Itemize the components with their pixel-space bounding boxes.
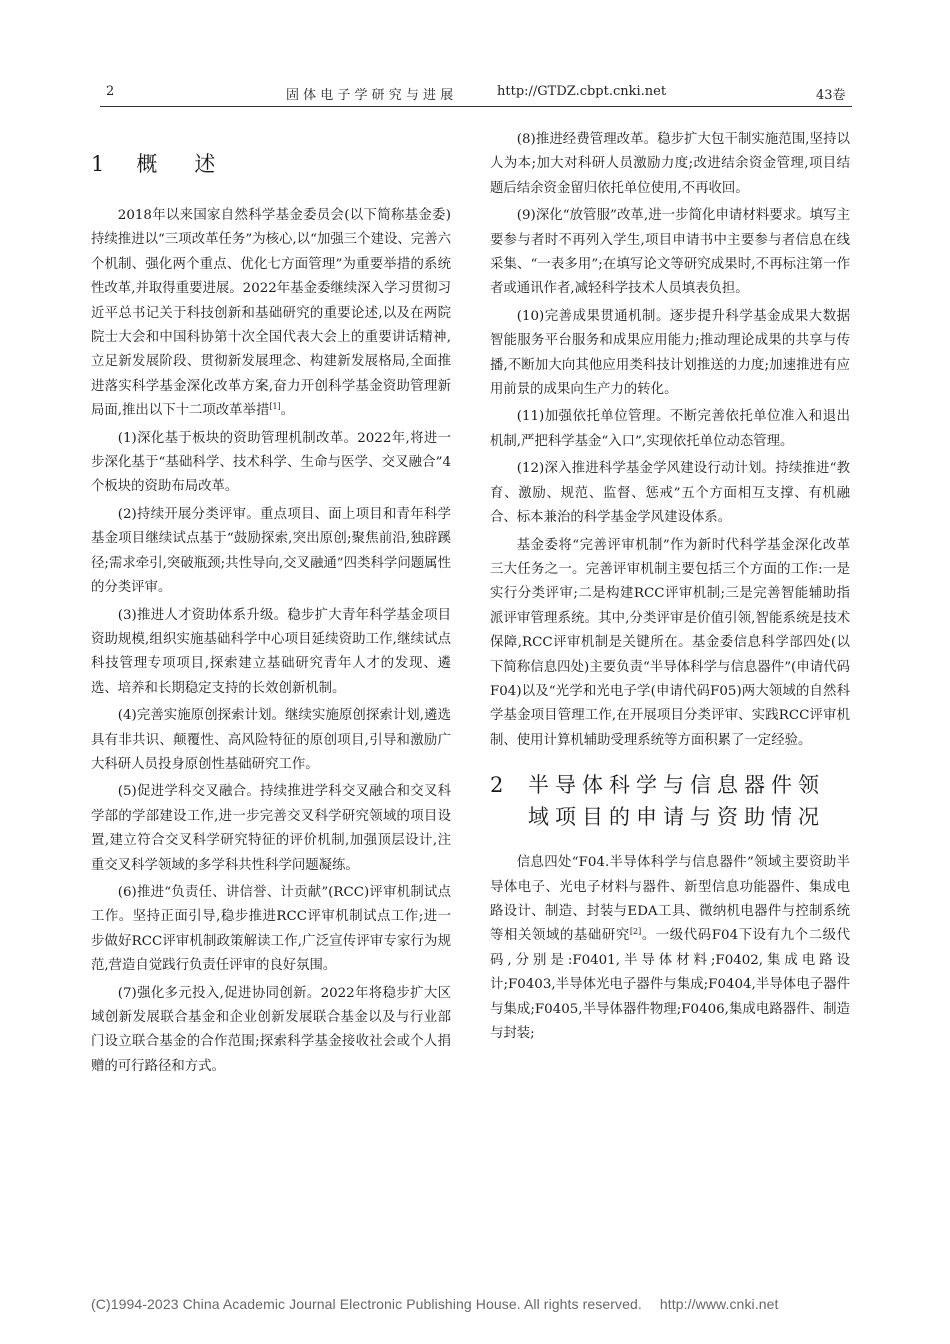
- paragraph: (5)促进学科交叉融合。持续推进学科交叉融合和交叉科学部的学部建设工作,进一步完善交叉科学研究领域的项目设置,建立符合交叉科学研究特征的评价机制,加强顶层设计,注重交叉科学领域的多学科共性科学问题凝练。: [91, 784, 451, 873]
- running-header: [0, 84, 950, 104]
- journal-title: 固 体 电 子 学 研 究 与 进 展: [286, 88, 454, 103]
- section-1-title: 概 述: [136, 152, 224, 176]
- section-1-heading: [91, 148, 451, 180]
- citation-ref[interactable]: [2]: [629, 927, 642, 937]
- paragraph: 2018年以来国家自然科学基金委员会(以下简称基金委)持续推进以“三项改革任务”为核心,以“加强三个建设、完善六个机制、强化两个重点、优化七方面管理”为重要举措的系统性改革,并取得重要进展。2022年基金委继续深入学习贯彻习近平总书记关于科技创新和基础研究的重要论述,以及在两院院士大会和中国科协第十次全国代表大会上的重要讲话精神,立足新发展阶段、贯彻新发展理念、构建新发展格局,全面推进落实科学基金深化改革方案,奋力开创科学基金资助管理新局面,推出以下十二项改革举措[1]。: [91, 208, 451, 419]
- paragraph: (4)完善实施原创探索计划。继续实施原创探索计划,遴选具有非共识、颠覆性、高风险特征的原创项目,引导和激励广大科研人员投身原创性基础研究工作。: [91, 708, 451, 772]
- volume-label: 43卷: [816, 88, 846, 103]
- copyright-text: (C)1994-2023 China Academic Journal Electronic Publishing House. All rights reserved.: [91, 1296, 642, 1312]
- section-1-number: 1: [91, 152, 113, 176]
- journal-url[interactable]: http://GTDZ.cbpt.cnki.net: [497, 84, 667, 99]
- cnki-link[interactable]: http://www.cnki.net: [659, 1296, 779, 1312]
- paragraph: (2)持续开展分类评审。重点项目、面上项目和青年科学基金项目继续试点基于“鼓励探索,突出原创;聚焦前沿,独辟蹊径;需求牵引,突破瓶颈;共性导向,交叉融通”四类科学问题属性的分类评审。: [91, 506, 451, 596]
- paragraph: (6)推进“负责任、讲信誉、计贡献”(RCC)评审机制试点工作。坚持正面引导,稳步推进RCC评审机制试点工作;进一步做好RCC评审机制政策解读工作,广泛宣传评审专家行为规范,营造自觉践行负责任评审的良好氛围。: [91, 884, 451, 974]
- header-rule: [100, 106, 852, 107]
- paragraph: (8)推进经费管理改革。稳步扩大包干制实施范围,坚持以人为本;加大对科研人员激励力度;改进结余资金管理,项目结题后结余资金留归依托单位使用,不再收回。: [490, 132, 850, 196]
- page-number: 2: [106, 84, 115, 99]
- paragraph: (11)加强依托单位管理。不断完善依托单位准入和退出机制,严把科学基金“入口”,实现依托单位动态管理。: [490, 409, 850, 449]
- section-2-heading: [490, 769, 850, 833]
- paragraph: (3)推进人才资助体系升级。稳步扩大青年科学基金项目资助规模,组织实施基础科学中心项目延续资助工作,继续试点科技管理专项项目,探索建立基础研究青年人才的发现、遴选、培养和长期稳定支持的长效创新机制。: [91, 607, 451, 696]
- paragraph: 基金委将“完善评审机制”作为新时代科学基金深化改革三大任务之一。完善评审机制主要包括三个方面的工作:一是实行分类评审;二是构建RCC评审机制;三是完善智能辅助指派评审管理系统。其中,分类评审是价值引领,智能系统是技术保障,RCC评审机制是关键所在。基金委信息科学部四处(以下简称信息四处)主要负责“半导体科学与信息器件”(申请代码F04)以及“光学和光电子学(申请代码F05)两大领域的自然科学基金项目管理工作,在开展项目分类评审、实践RCC评审机制、使用计算机辅助受理系统等方面积累了一定经验。: [490, 537, 850, 748]
- copyright-footer: [91, 1296, 779, 1312]
- paragraph: (1)深化基于板块的资助管理机制改革。2022年,将进一步深化基于“基础科学、技术科学、生命与医学、交叉融合”4个板块的资助布局改革。: [91, 430, 451, 495]
- right-column: [490, 128, 850, 1049]
- left-column: [91, 125, 451, 1082]
- paragraph: 信息四处“F04.半导体科学与信息器件”领域主要资助半导体电子、光电子材料与器件、新型信息功能器件、集成电路设计、制造、封装与EDA工具、微纳机电器件与控制系统等相关领域的基础研究[2]。一级代码F04下设有九个二级代码,分别是:F0401,半导体材料;F0402,集成电路设计;F0403,半导体光电子器件与集成;F0404,半导体电子器件与集成;F0405,半导体器件物理;F0406,集成电路器件、制造与封装;: [490, 855, 850, 1041]
- citation-ref[interactable]: [1]: [269, 402, 281, 412]
- paragraph: (9)深化“放管服”改革,进一步简化申请材料要求。填写主要参与者时不再列入学生,项目申请书中主要参与者信息在线采集、“一表多用”;在填写论文等研究成果时,不再标注第一作者或通讯作者,减轻科学技术人员填表负担。: [490, 208, 850, 297]
- paragraph: (12)深入推进科学基金学风建设行动计划。持续推进“教育、激励、规范、监督、惩戒”五个方面相互支撑、有机融合、标本兼治的科学基金学风建设体系。: [490, 461, 850, 526]
- section-2-title: 半导体科学与信息器件领域项目的申请与资助情况: [528, 773, 825, 830]
- paragraph: (7)强化多元投入,促进协同创新。2022年将稳步扩大区域创新发展联合基金和企业创新发展联合基金以及与行业部门设立联合基金的合作范围;探索科学基金接收社会或个人捐赠的可行路径和方式。: [91, 985, 451, 1074]
- section-2-number: 2: [490, 773, 512, 798]
- paragraph: (10)完善成果贯通机制。逐步提升科学基金成果大数据智能服务平台服务和成果应用能力;推动理论成果的共享与传播,不断加大向其他应用类科技计划推送的力度;加速推进有应用前景的成果向生产力的转化。: [490, 308, 850, 398]
